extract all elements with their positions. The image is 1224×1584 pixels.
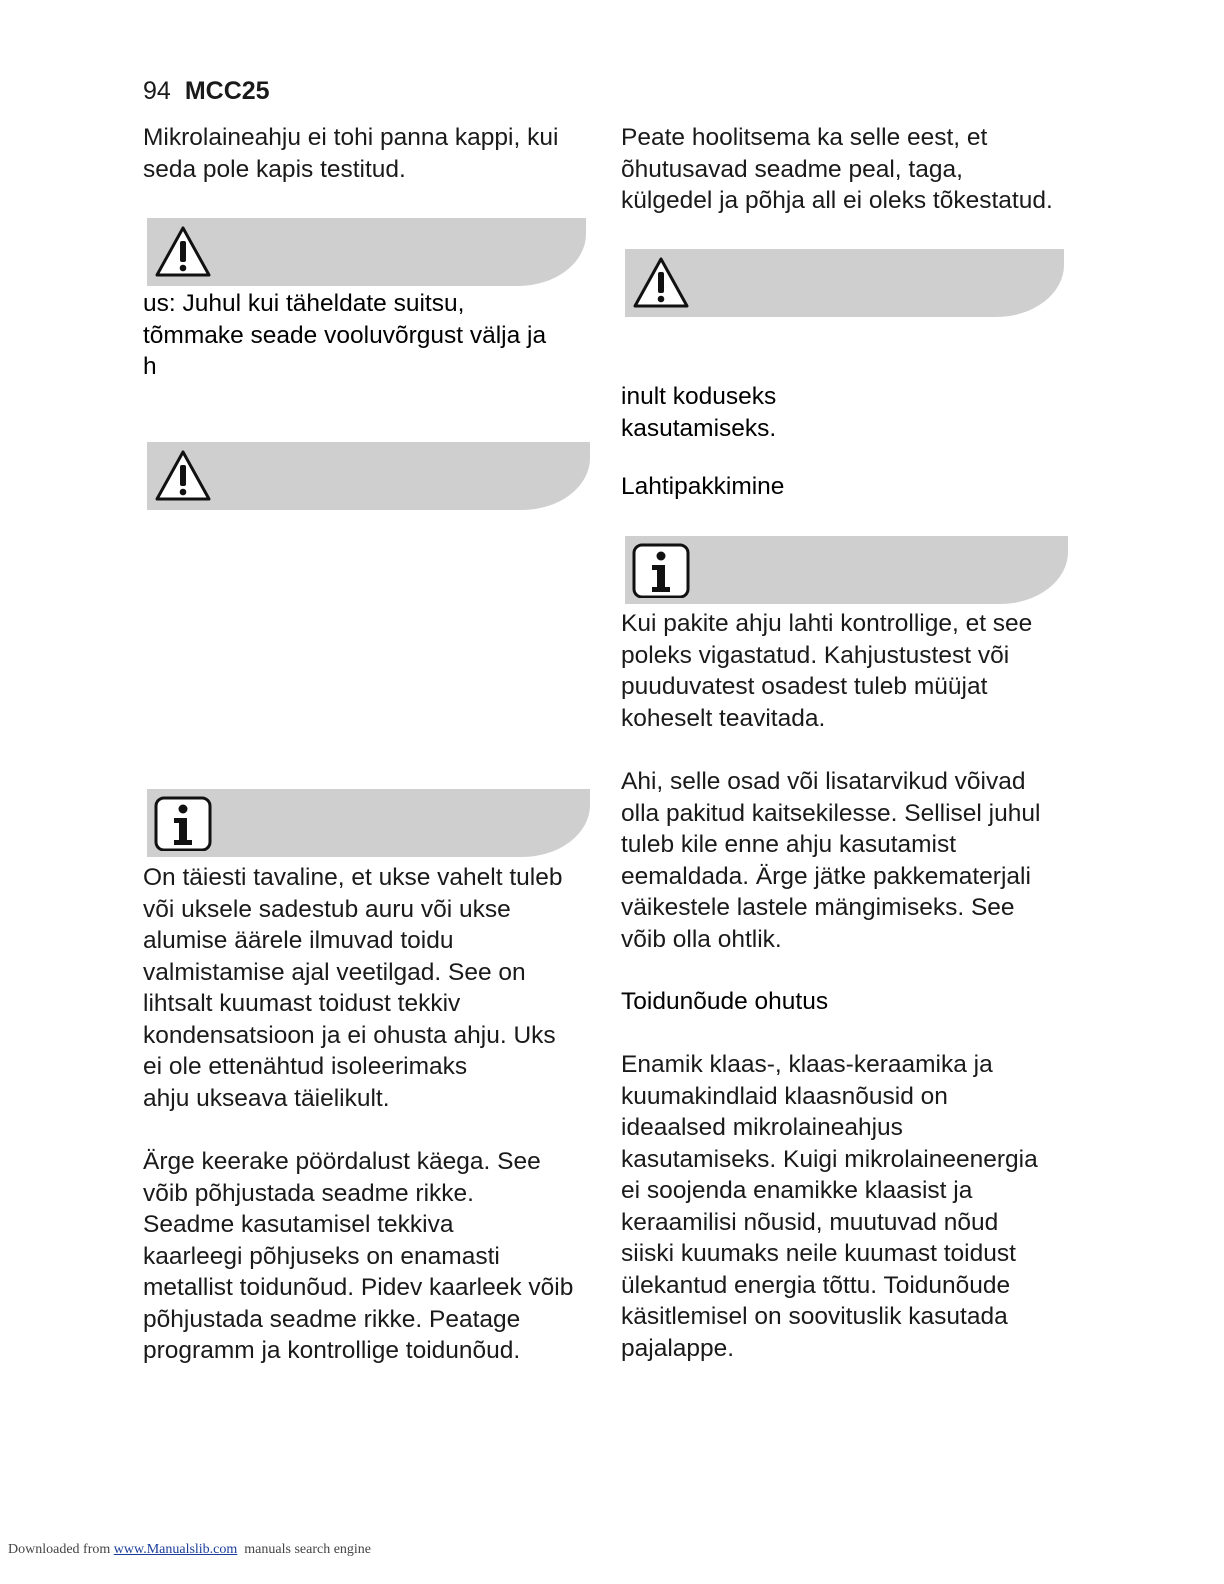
- section-heading-unpacking: Lahtipakkimine: [621, 473, 785, 500]
- warning-triangle-icon: [153, 224, 213, 280]
- warning-triangle-icon: [153, 448, 213, 504]
- download-footer: [8, 1542, 371, 1558]
- right-paragraph-2: inult koduseks kasutamiseks.: [621, 383, 777, 442]
- warning-banner-2: [147, 442, 590, 510]
- left-paragraph-2: us: Juhul kui täheldate suitsu, tõmmake seade vooluvõrgust välja ja h: [143, 290, 547, 380]
- left-paragraph-4: Ärge keerake pöördalust käega. See võib põhjustada seadme rikke. Seadme kasutamisel tekkiva kaarleegi põhjuseks on enamasti metallist toidunõud. Pidev kaarleek võib põhjustada seadme rikke. Peatage programm ja kontrollige toidunõud.: [143, 1148, 574, 1364]
- manualslib-link[interactable]: www.Manualslib.com: [113, 1542, 238, 1557]
- right-paragraph-3: Kui pakite ahju lahti kontrollige, et see poleks vigastatud. Kahjustustest või puuduvatest osadest tuleb müüjat koheselt teavitada.: [621, 610, 1033, 732]
- info-icon: [631, 542, 691, 598]
- left-paragraph-1: Mikrolaineahju ei tohi panna kappi, kui seda pole kapis testitud.: [143, 124, 559, 183]
- warning-banner-1: [147, 218, 586, 286]
- warning-triangle-icon: [631, 255, 691, 311]
- warning-banner-3: [625, 249, 1064, 317]
- right-paragraph-5: Enamik klaas-, klaas-keraamika ja kuumakindlaid klaasnõusid on ideaalsed mikrolaineahjus kasutamiseks. Kuigi mikrolaineenergia ei soojenda enamikke klaasist ja keraamilisi nõusid, muutuvad nõud siiski kuumaks neile kuumast toidust ülekantud energia tõttu. Toidunõude käsitlemisel on soovituslik kasutada pajalappe.: [621, 1051, 1038, 1362]
- section-heading-cookware-safety: Toidunõude ohutus: [621, 988, 829, 1015]
- info-banner-1: [147, 789, 590, 857]
- info-banner-2: [625, 536, 1068, 604]
- right-paragraph-4: Ahi, selle osad või lisatarvikud võivad olla pakitud kaitsekilesse. Sellisel juhul tuleb kile enne ahju kasutamist eemaldada. Ärge jätke pakkematerjali väikestele lastele mängimiseks. See võib olla ohtlik.: [621, 768, 1041, 953]
- footer-suffix: manuals search engine: [237, 1542, 372, 1557]
- right-paragraph-1: Peate hoolitsema ka selle eest, et õhutusavad seadme peal, taga, külgedel ja põhja all ei oleks tõkestatud.: [621, 124, 1053, 214]
- page-number: 94: [143, 77, 171, 105]
- info-icon: [153, 795, 213, 851]
- page-header: [143, 76, 270, 106]
- left-paragraph-3: On täiesti tavaline, et ukse vahelt tuleb või uksele sadestub auru või ukse alumise äärele ilmuvad toidu valmistamise ajal veetilgad. See on lihtsalt kuumast toidust tekkiv kondensatsioon ja ei ohusta ahju. Uks ei ole ettenähtud isoleerimaks ahju ukseava täielikult.: [143, 864, 563, 1112]
- footer-prefix: Downloaded from: [8, 1542, 114, 1557]
- model-name: MCC25: [184, 77, 270, 105]
